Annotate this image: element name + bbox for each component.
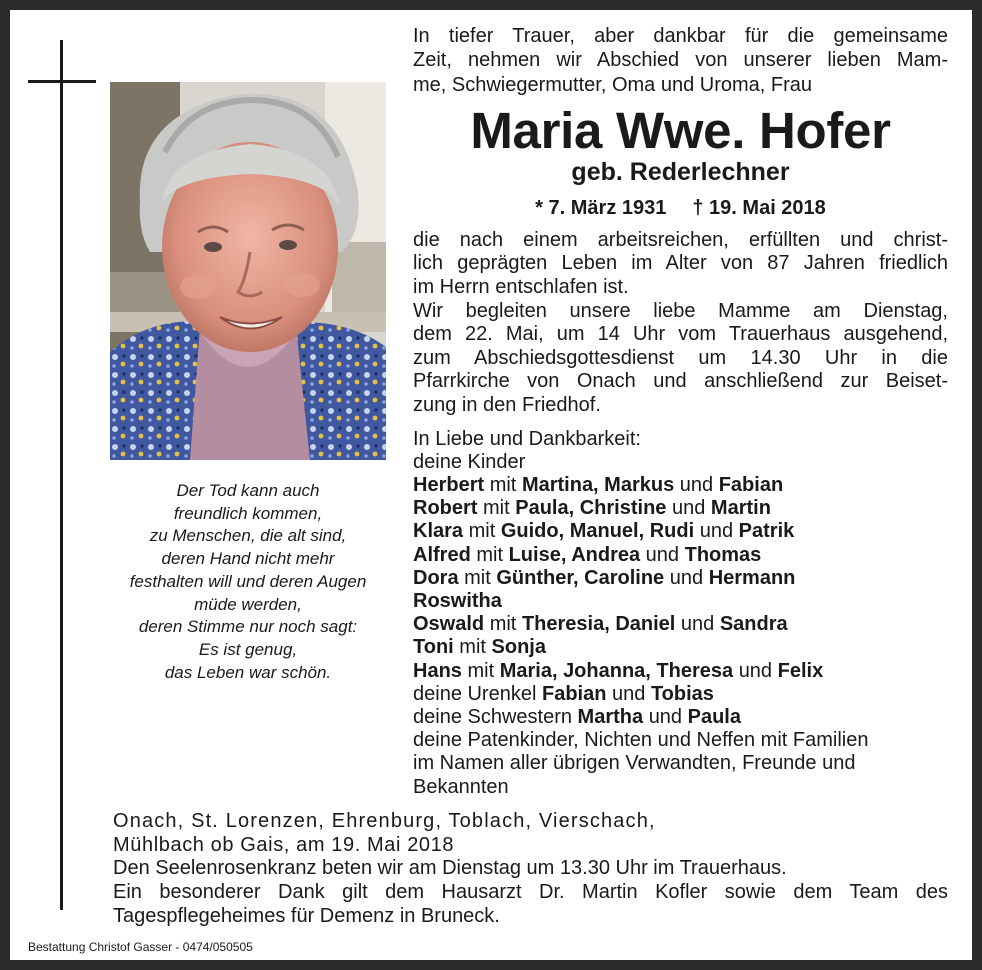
family-row: Herbert mit Martina, Markus und Fabian [413,474,784,497]
child-name: Herbert [413,474,485,497]
poem-line: deren Stimme nur noch sagt: [138,617,358,637]
undertaker-credit: Bestattung Christof Gasser - 0474/050505 [28,940,253,954]
poem-line: freundlich kommen, [173,503,323,523]
footer-text [113,810,948,929]
family-row: Dora mit Günther, Caroline und Hermann [413,566,796,589]
announcement-text [413,229,948,418]
intro-line: Zeit, nehmen wir Abschied von unserer lieben Mam- [413,49,948,72]
sisters-row: deine Schwestern Martha und Paula [413,706,741,729]
child-name: Klara [413,520,464,543]
birth-date: * 7. März 1931 [535,196,667,219]
family-row: Oswald mit Theresia, Daniel und Sandra [413,613,788,636]
intro-text [413,24,948,97]
thanks-line: Ein besonderer Dank gilt dem Hausarzt Dr. Martin Kofler sowie dem Team des [113,881,948,904]
closing-line: deine Patenkinder, Nichten und Neffen mit Familien [413,729,869,752]
deceased-name: Maria Wwe. Hofer [470,101,891,159]
closing-line: Bekannten [413,775,509,798]
announcement-line: Wir begleiten unsere liebe Mamme am Dienstag, [413,299,948,322]
rosary-notice: Den Seelenrosenkranz beten wir am Dienstag um 13.30 Uhr im Trauerhaus. [113,857,787,880]
family-list [413,428,948,799]
child-name: Dora [413,566,459,589]
child-name: Roswitha [413,590,502,613]
poem-line: zu Menschen, die alt sind, [149,526,347,546]
child-name: Oswald [413,613,485,636]
family-row: Klara mit Guido, Manuel, Rudi und Patrik [413,520,795,543]
main-column [413,24,948,799]
poem [108,480,388,684]
cross-icon [60,40,63,910]
child-name: Toni [413,636,454,659]
poem-line: Der Tod kann auch [176,481,320,500]
poem-line: Es ist genug, [198,639,298,659]
intro-line: me, Schwiegermutter, Oma und Uroma, Frau [413,73,813,96]
family-row: Toni mit Sonja [413,636,546,659]
intro-line: In tiefer Trauer, aber dankbar für die gemeinsame [413,25,948,47]
announcement-line: zum Abschiedsgottesdienst um 14.30 Uhr in die [413,346,948,369]
family-row: Robert mit Paula, Christine und Martin [413,497,771,520]
child-name: Robert [413,497,478,520]
announcement-line: dem 22. Mai, um 14 Uhr vom Trauerhaus ausgehend, [413,323,948,346]
maiden-name: geb. Rederlechner [571,157,790,186]
family-row: Hans mit Maria, Johanna, Theresa und Felix [413,659,824,682]
thanks-line: Tagespflegeheimes für Demenz in Bruneck. [113,904,500,927]
places-line: Onach, St. Lorenzen, Ehrenburg, Toblach, Vierschach, [113,810,656,832]
life-dates [413,195,948,221]
announcement-line: lich geprägten Leben im Alter von 87 Jahren friedlich [413,252,948,275]
places-date-line: Mühlbach ob Gais, am 19. Mai 2018 [113,833,455,856]
child-name: Alfred [413,543,471,566]
obituary-card [10,10,972,960]
poem-line: das Leben war schön. [164,662,332,682]
portrait-photo [110,82,386,460]
announcement-line: Pfarrkirche von Onach und anschließend zur Beiset- [413,370,948,393]
cross-icon-bar [28,80,96,83]
poem-line: deren Hand nicht mehr [161,549,335,569]
announcement-line: zung in den Friedhof. [413,394,601,417]
child-name: Hans [413,659,462,682]
announcement-line: im Herrn entschlafen ist. [413,276,629,299]
great-grandchildren-row: deine Urenkel Fabian und Tobias [413,682,714,705]
children-label: deine Kinder [413,450,526,473]
announcement-line: die nach einem arbeitsreichen, erfüllten und christ- [413,228,948,251]
family-heading: In Liebe und Dankbarkeit: [413,427,641,450]
death-date: † 19. Mai 2018 [692,196,826,219]
family-row: Alfred mit Luise, Andrea und Thomas [413,543,762,566]
poem-line: festhalten will und deren Augen [129,571,367,591]
closing-line: im Namen aller übrigen Verwandten, Freunde und [413,752,856,775]
family-row [413,590,948,613]
poem-line: müde werden, [194,594,302,614]
